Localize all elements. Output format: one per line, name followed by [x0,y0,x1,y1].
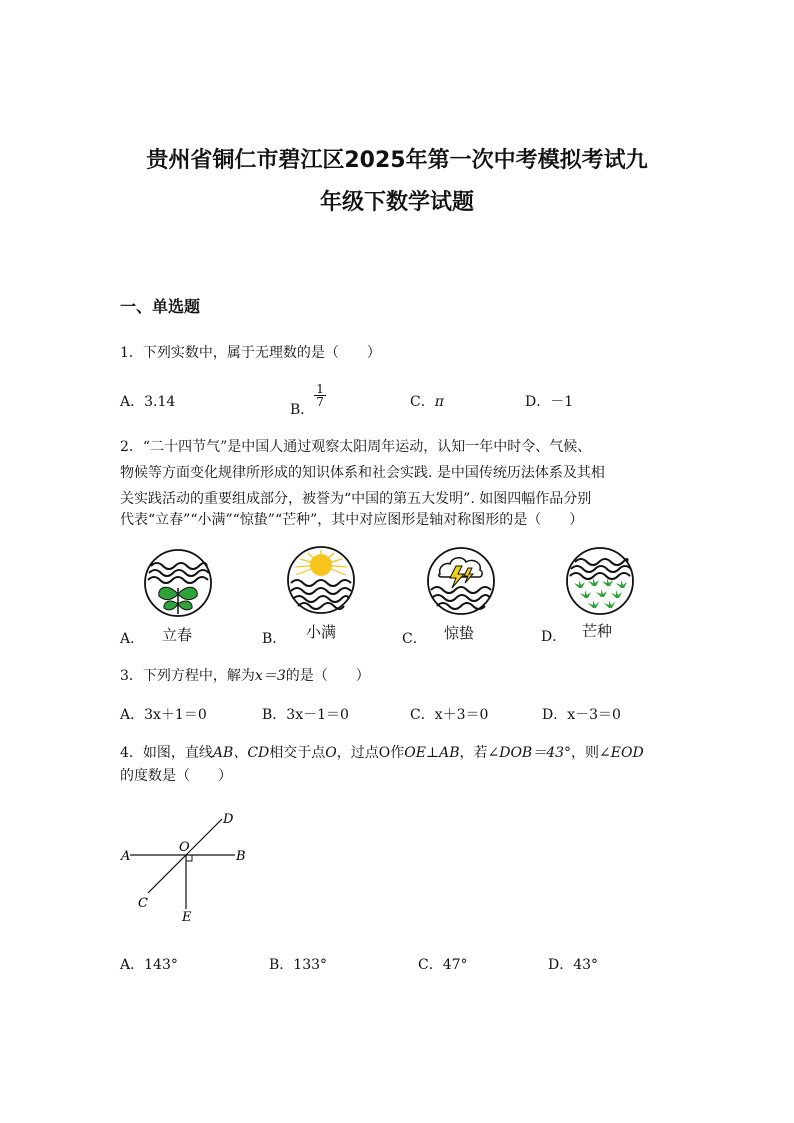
q1-option-b [290,382,326,418]
q4-math-5: ∠EOD [599,745,644,761]
q3-stem-post: 的是（ ） [285,668,370,684]
q2-stem-line1: 2．“二十四节气”是中国人通过观察太阳周年运动，认知一年中时令、气候、 [120,439,592,455]
q4-math-4: ∠DOB＝43° [487,745,572,761]
q3-b-value: 3x－1＝0 [286,707,349,723]
q3-stem-math: x＝3 [254,668,286,684]
q1-b-label: B． [290,401,315,418]
q2-d-label: D． [541,629,567,645]
q4-option-b [269,954,327,974]
q2-a-label: A． [120,631,145,647]
doc-title-line1: 贵州省铜仁市碧江区2025年第一次中考模拟考试九 [146,148,648,173]
q1-c-value: π [434,394,444,410]
q3-d-value: x－3＝0 [567,707,621,723]
q4-stem-line1 [120,742,644,762]
q4-geometry-figure [110,805,270,925]
emblem-mangzhong [565,546,635,616]
q4-a-value: 143° [144,957,178,973]
q3-stem-pre: 3．下列方程中，解为 [120,668,255,684]
q4-d-value: 43° [573,957,599,973]
q4-d-label: D． [548,957,574,973]
label-d: D [223,812,234,827]
q3-option-d [542,704,621,724]
q1-b-fraction [314,383,326,408]
q2-b-label: B． [262,631,287,647]
q2-stem-line3: 关实践活动的重要组成部分，被誉为“中国的第五大发明”. 如图四幅作品分别 [120,491,592,507]
line-cd [148,819,222,893]
q4-b-value: 133° [293,957,328,973]
q4-math-2: O [325,745,337,761]
q3-stem [120,665,370,685]
q4-text-5: ，则 [571,745,600,761]
doc-title-line2: 年级下数学试题 [319,190,474,215]
q2-c-label: C． [402,631,427,647]
right-angle-mark [186,855,192,861]
label-a: A [121,849,131,864]
q2-d-caption: 芒种 [582,622,613,640]
q3-c-value: x＋3＝0 [434,707,489,723]
q4-stem-line2: 的度数是（ ） [120,768,232,784]
q4-text-3: ，过点O作 [336,745,405,761]
q3-option-a [120,704,207,724]
q4-option-d [548,954,598,974]
q2-stem-line2: 物候等方面变化规律所形成的知识体系和社会实践. 是中国传统历法体系及其相 [120,465,605,481]
label-c: C [138,896,148,911]
q2-a-caption: 立春 [162,626,193,644]
q4-math-1: AB、CD [212,745,270,761]
q2-c-caption: 惊蛰 [444,624,475,642]
q1-a-label: A． [120,394,145,410]
q4-text-2: 相交于点 [269,745,326,761]
q3-b-label: B． [262,707,287,723]
q4-option-c [418,954,468,974]
q3-option-c [410,704,488,724]
q1-stem: 1．下列实数中，属于无理数的是（ ） [120,345,381,361]
q1-b-denominator: 7 [316,395,324,409]
q4-text-1: 4．如图，直线 [120,745,213,761]
emblem-jingzhe [426,546,496,616]
emblem-lichun [143,548,213,618]
q4-option-a [120,954,178,974]
q4-c-label: C． [418,957,443,973]
q1-option-d [525,391,573,411]
q3-c-label: C． [410,707,435,723]
q3-a-value: 3x＋1＝0 [144,707,207,723]
label-o: O [179,840,190,855]
q3-a-label: A． [120,707,145,723]
q1-option-c [410,391,444,411]
q1-b-numerator: 1 [316,382,324,396]
q1-d-label: D． [525,394,551,410]
q3-d-label: D． [542,707,568,723]
q4-text-4: ，若 [459,745,488,761]
q4-a-label: A． [120,957,145,973]
q1-c-label: C． [410,394,435,410]
q4-b-label: B． [269,957,294,973]
q3-option-b [262,704,349,724]
emblem-xiaoman [286,545,356,615]
label-b: B [236,849,246,864]
section-heading: 一、单选题 [120,297,201,316]
q1-d-value: －1 [550,394,574,410]
q4-c-value: 47° [442,957,468,973]
q2-b-caption: 小满 [306,623,337,641]
q2-stem-line4: 代表“立春”“小满”“惊蛰”“芒种”，其中对应图形是轴对称图形的是（ ） [120,512,584,528]
q4-math-3: OE⊥AB [404,745,460,761]
q1-a-value: 3.14 [144,394,176,410]
q1-option-a [120,391,175,411]
label-e: E [182,910,192,925]
